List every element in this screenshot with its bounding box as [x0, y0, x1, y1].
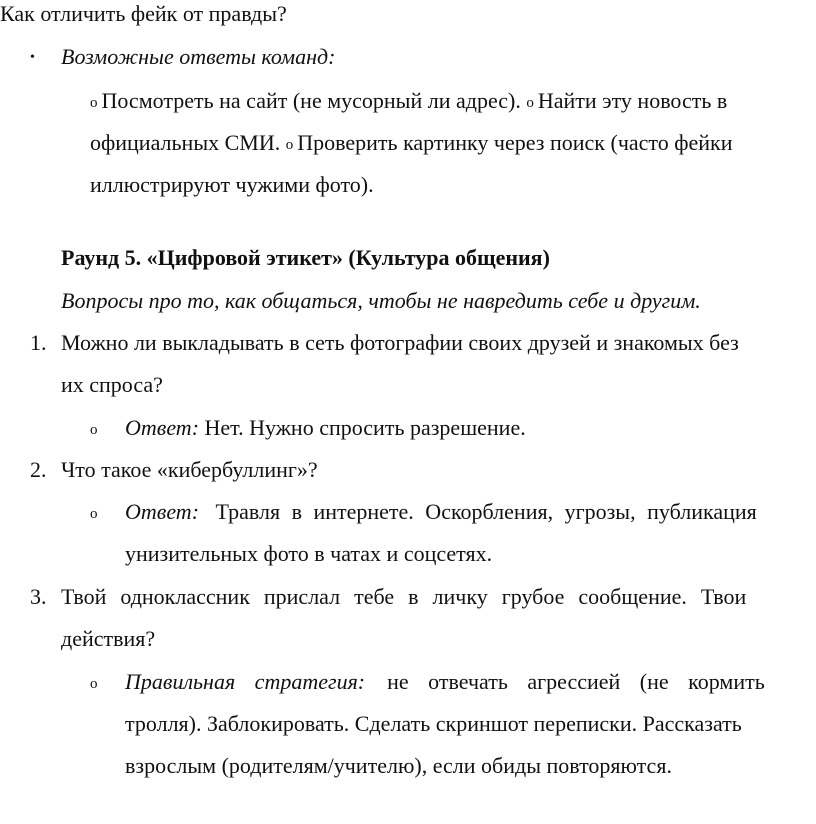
answer-item-site: Посмотреть на сайт (не мусорный ли адрес).	[101, 88, 521, 113]
sub-bullet-marker: o	[526, 95, 534, 111]
bullet-marker: •	[30, 50, 35, 65]
answer-item-image: Проверить картинку через поиск (часто фейки	[297, 130, 733, 155]
answer-2-line-2: унизительных фото в чатах и соцсетях.	[125, 541, 493, 566]
sub-bullet-marker: o	[90, 506, 98, 522]
question-1-line-2: их спроса?	[61, 372, 163, 397]
answer-item-news: Найти эту новость в	[537, 88, 728, 113]
sub-bullet-marker: o	[90, 422, 98, 438]
answers-line-3: иллюстрируют чужими фото).	[90, 172, 374, 197]
answer-text: Нет. Нужно спросить разрешение.	[204, 415, 526, 440]
answer-3-line-2: тролля). Заблокировать. Сделать скриншот переписки. Рассказать	[125, 711, 742, 736]
sub-bullet-marker: o	[285, 137, 294, 153]
answers-line-1	[90, 87, 727, 117]
answer-text: не отвечать агрессией (не кормить	[387, 669, 765, 694]
round-subtitle: Вопросы про то, как общаться, чтобы не навредить себе и другим.	[61, 288, 701, 313]
answer-3-line-3: взрослым (родителям/учителю), если обиды повторяются.	[125, 753, 672, 778]
page-heading: Как отличить фейк от правды?	[0, 1, 287, 26]
answer-item-news-cont: официальных СМИ.	[90, 130, 281, 155]
answer-2-line-1	[125, 498, 809, 526]
round-title: Раунд 5. «Цифровой этикет» (Культура общения)	[61, 245, 550, 270]
question-2-line-1: Что такое «кибербуллинг»?	[61, 457, 318, 482]
question-number: 1.	[30, 330, 47, 355]
question-number: 2.	[30, 457, 47, 482]
sub-bullet-marker: o	[90, 676, 98, 692]
question-3-line-2: действия?	[61, 626, 156, 651]
sub-bullet-marker: o	[90, 95, 98, 111]
answer-label: Правильная стратегия:	[125, 669, 366, 694]
question-1-line-1: Можно ли выкладывать в сеть фотографии своих друзей и знакомых без	[61, 330, 739, 355]
question-3-line-1: Твой одноклассник прислал тебе в личку грубое сообщение. Твои	[61, 584, 747, 609]
answer-label: Ответ:	[125, 499, 200, 524]
answers-line-2	[90, 129, 733, 159]
answer-1	[125, 414, 526, 442]
bullet-text: Возможные ответы команд:	[61, 44, 336, 69]
answer-3-line-1	[125, 668, 765, 696]
answer-label: Ответ:	[125, 415, 200, 440]
question-number: 3.	[30, 584, 47, 609]
answer-text: Травля в интернете. Оскорбления, угрозы, публикация	[215, 499, 757, 524]
